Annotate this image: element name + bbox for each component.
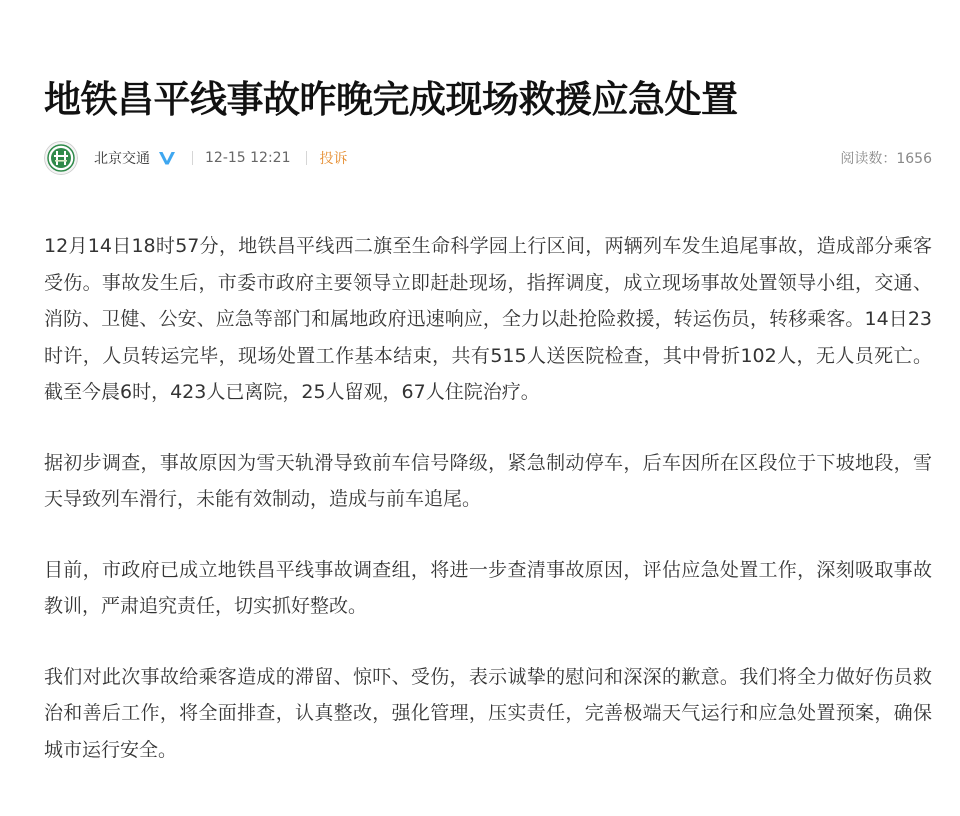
article-paragraph: 12月14日18时57分，地铁昌平线西二旗至生命科学园上行区间，两辆列车发生追尾事故，造成部分乘客受伤。事故发生后，市委市政府主要领导立即赶赴现场，指挥调度，成立现场事故处置领导小组，交通、消防、卫健、公安、应急等部门和属地政府迅速响应，全力以赴抢险救援，转运伤员，转移乘客。14日23时许，人员转运完毕，现场处置工作基本结束，共有515人送医院检查，其中骨折102人，无人员死亡。截至今晨6时，423人已离院，25人留观，67人住院治疗。 (44, 235, 932, 403)
author-name[interactable]: 北京交通 (94, 151, 150, 167)
article-paragraph: 我们对此次事故给乘客造成的滞留、惊吓、受伤，表示诚挚的慰问和深深的歉意。我们将全力做好伤员救治和善后工作，将全面排查，认真整改，强化管理，压实责任，完善极端天气运行和应急处置预案，确保城市运行安全。 (44, 665, 932, 761)
report-link[interactable]: 投诉 (319, 151, 348, 167)
article-paragraph: 据初步调查，事故原因为雪天轨滑导致前车信号降级，紧急制动停车，后车因所在区段位于下坡地段，雪天导致列车滑行，未能有效制动，造成与前车追尾。 (44, 451, 932, 510)
article-title: 地铁昌平线事故昨晚完成现场救援应急处置 (44, 78, 738, 121)
read-count-value: 1656 (896, 151, 932, 167)
avatar[interactable] (44, 141, 78, 175)
verified-icon (158, 150, 176, 166)
publish-time: 12-15 12:21 (205, 150, 291, 166)
article-paragraph: 目前，市政府已成立地铁昌平线事故调查组，将进一步查清事故原因，评估应急处置工作，深刻吸取事故教训，严肃追究责任，切实抓好整改。 (44, 558, 932, 617)
read-count-label: 阅读数： (840, 151, 897, 167)
read-count (840, 148, 932, 168)
meta-divider (192, 151, 193, 165)
article-body (44, 228, 932, 802)
meta-divider (306, 151, 307, 165)
beijing-transport-logo-icon (44, 141, 78, 175)
article-meta (44, 140, 932, 176)
